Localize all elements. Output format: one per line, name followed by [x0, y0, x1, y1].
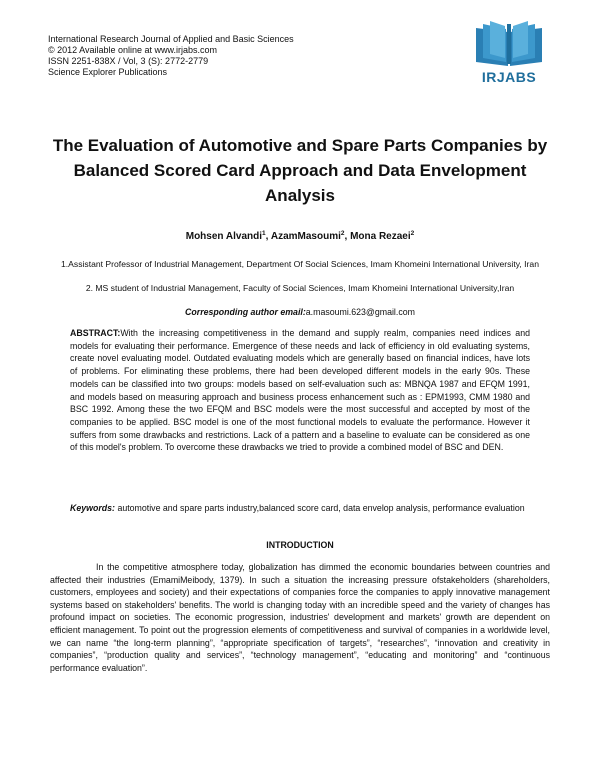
- keywords: [70, 502, 530, 515]
- journal-name: International Research Journal of Applied and Basic Sciences: [48, 34, 294, 44]
- corresponding-email: a.masoumi.623@gmail.com: [305, 307, 415, 317]
- irjabs-logo: [468, 20, 550, 92]
- issn-line: ISSN 2251-838X / Vol, 3 (S): 2772-2779: [48, 56, 209, 66]
- journal-header: [48, 34, 294, 78]
- author-1: Mohsen Alvandi$^1$,: [185, 230, 271, 242]
- availability-line: © 2012 Available online at www.irjabs.com: [48, 45, 218, 55]
- keywords-label: Keywords:: [70, 503, 115, 513]
- paper-title: The Evaluation of Automotive and Spare Parts Companies by Balanced Scored Card Approach and Data Envelopment Analysis: [52, 136, 548, 205]
- corresponding-label: Corresponding author email:: [185, 307, 306, 317]
- author-2: AzamMasoumi$^2$,: [270, 230, 351, 242]
- abstract: [70, 327, 530, 454]
- author-3: Mona Rezaei$^2$: [350, 230, 415, 242]
- keywords-text: automotive and spare parts industry,balanced score card, data envelop analysis, performance evaluation: [117, 503, 525, 513]
- logo-text: IRJABS: [481, 69, 537, 85]
- affiliation-1: 1.Assistant Professor of Industrial Management, Department Of Social Sciences, Imam Khomeini International University, Iran: [61, 259, 539, 269]
- introduction-paragraph: In the competitive atmosphere today, globalization has dimmed the economic boundaries between countries and affected their industries (EmamiMeibody, 1379). In such a situation the increasing pressure ofstakeholders (shareholders, customers, employees and society) and their expectations of companies force the companies to apply innovative management systems based on stakeholders' benefits. The world is changing today with an incredible speed and the variety of changes has profound impact on societies. The economic progression, industries' development and markets' growth are dependent on efficient management. To point out the progression elements of competitiveness and survival of companies in a worldwide level, we can name “the long-term planning”, “appropriate specification of targets”, “researches”, “innovation and creativity in companies”, “production quality and services”, “technology management”, “educating and monitoring” and “continuous performance evaluation”.: [50, 562, 550, 673]
- author-list: [50, 231, 550, 242]
- abstract-label: ABSTRACT:: [70, 328, 121, 338]
- corresponding-author: [50, 307, 550, 317]
- abstract-text: With the increasing competitiveness in the demand and supply realm, companies need indices and models for evaluating their performance. Emergence of these needs and lack of efficiency in old evaluating systems, create novel evaluating model. Outdated evaluating models which are generally based on financial indices, have lots of problems. For eliminating these problems, there had been developed different models in the early 90s. These models can be classified into two groups: models based on self-evaluation such as: MBNQA 1987 and EFQM 1991, and models based on measuring approach and business process enhancement such as : EPM1993, CMM 1980 and BSC 1992. Among these the two EFQM and BSC models were the most successful and accepted by most of the companies to be applied. BSC model is one of the most functional models to evaluate the performance. However it suffers from some drawbacks and restrictions. Lack of a pattern and a baseline to evaluate can be considered as one of this model's problem. To overcome these drawbacks we tried to provide a combined model of BSC and DEN.: [70, 328, 530, 453]
- publisher-line: Science Explorer Publications: [48, 67, 168, 77]
- affiliation-2: 2. MS student of Industrial Management, Faculty of Social Sciences, Imam Khomeini International University,Iran: [85, 283, 515, 293]
- book-icon: [468, 20, 550, 70]
- section-heading-introduction: INTRODUCTION: [266, 540, 334, 550]
